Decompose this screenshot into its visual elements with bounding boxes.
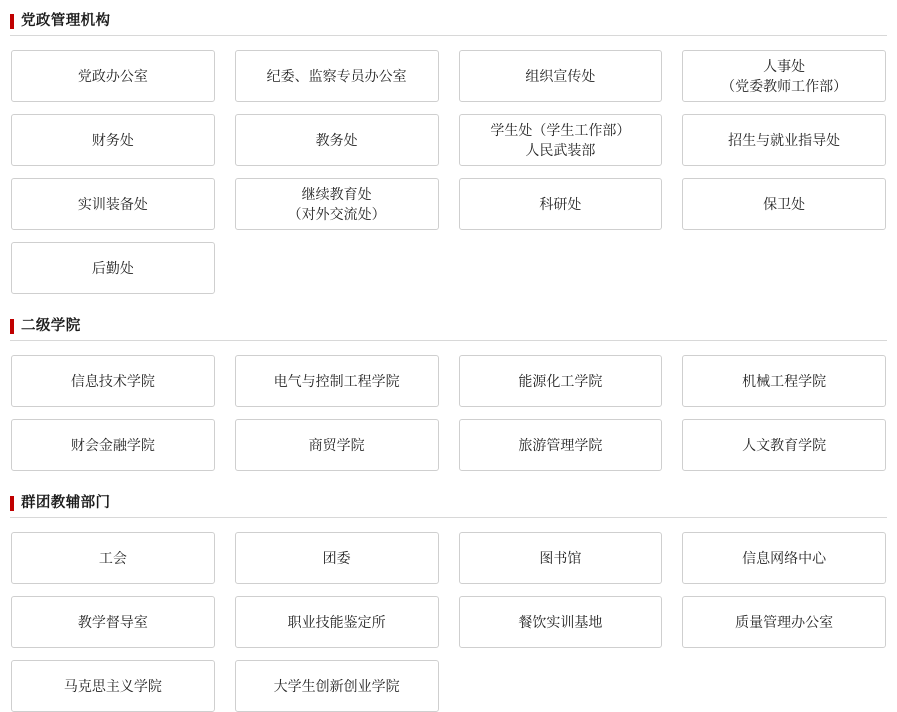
section-gap [0,294,897,318]
department-card[interactable] [235,114,439,166]
card-label: 继续教育处 [301,186,372,202]
department-card[interactable] [459,50,663,102]
department-card[interactable] [11,50,215,102]
card-label-secondary: （党委教师工作部） [721,78,848,94]
section-accent-bar-icon [10,496,14,511]
card-label: 商贸学院 [308,437,365,453]
department-card[interactable] [682,596,886,648]
card-label: 财务处 [91,132,134,148]
card-label: 信息技术学院 [70,373,155,389]
section-title: 群团教辅部门 [21,495,111,511]
card-label: 教学督导室 [77,614,148,630]
department-card[interactable] [682,50,886,102]
department-card[interactable] [11,114,215,166]
department-card[interactable] [682,178,886,230]
department-grid [0,518,897,712]
department-card[interactable] [11,532,215,584]
card-label: 旅游管理学院 [518,437,603,453]
card-label: 信息网络中心 [742,550,827,566]
card-label: 团委 [322,550,351,566]
department-card[interactable] [11,596,215,648]
department-card[interactable] [235,660,439,712]
department-card[interactable] [11,660,215,712]
card-label: 工会 [98,550,127,566]
card-label: 科研处 [539,196,582,212]
section-title: 二级学院 [21,318,81,334]
department-card[interactable] [235,532,439,584]
department-grid [0,341,897,471]
department-card[interactable] [459,114,663,166]
card-label: 图书馆 [539,550,582,566]
section-title: 党政管理机构 [21,13,111,29]
card-label: 纪委、监察专员办公室 [266,68,407,84]
department-card[interactable] [682,532,886,584]
department-grid [0,36,897,294]
top-spacer [0,0,897,13]
card-label: 马克思主义学院 [63,678,162,694]
card-label: 能源化工学院 [518,373,603,389]
section-gap [0,471,897,495]
department-card[interactable] [235,50,439,102]
card-label: 大学生创新创业学院 [273,678,400,694]
department-card[interactable] [459,178,663,230]
card-label: 保卫处 [763,196,806,212]
card-label: 党政办公室 [77,68,148,84]
card-label: 餐饮实训基地 [518,614,603,630]
department-card[interactable] [235,178,439,230]
card-label: 机械工程学院 [742,373,827,389]
card-label: 招生与就业指导处 [728,132,841,148]
card-label: 职业技能鉴定所 [287,614,386,630]
section-header [10,495,887,518]
card-label: 财会金融学院 [70,437,155,453]
card-label: 教务处 [315,132,358,148]
section-affiliated-units [0,495,897,712]
section-accent-bar-icon [10,14,14,29]
department-card[interactable] [235,419,439,471]
department-card[interactable] [11,355,215,407]
section-colleges [0,318,897,471]
department-card[interactable] [682,114,886,166]
section-header [10,318,887,341]
card-label: 组织宣传处 [525,68,596,84]
card-label: 实训装备处 [77,196,148,212]
section-party-admin [0,13,897,294]
card-label: 人文教育学院 [742,437,827,453]
department-card[interactable] [682,355,886,407]
department-card[interactable] [459,596,663,648]
department-card[interactable] [235,596,439,648]
department-card[interactable] [11,419,215,471]
department-card[interactable] [459,355,663,407]
department-card[interactable] [235,355,439,407]
card-label: 人事处 [763,58,806,74]
card-label: 质量管理办公室 [735,614,834,630]
card-label: 后勤处 [91,260,134,276]
department-card[interactable] [459,419,663,471]
department-card[interactable] [682,419,886,471]
department-card[interactable] [459,532,663,584]
card-label-secondary: 人民武装部 [525,142,596,158]
section-header [10,13,887,36]
card-label-secondary: （对外交流处） [287,206,386,222]
section-accent-bar-icon [10,319,14,334]
card-label: 电气与控制工程学院 [273,373,400,389]
department-card[interactable] [11,178,215,230]
card-label: 学生处（学生工作部） [490,122,631,138]
department-card[interactable] [11,242,215,294]
